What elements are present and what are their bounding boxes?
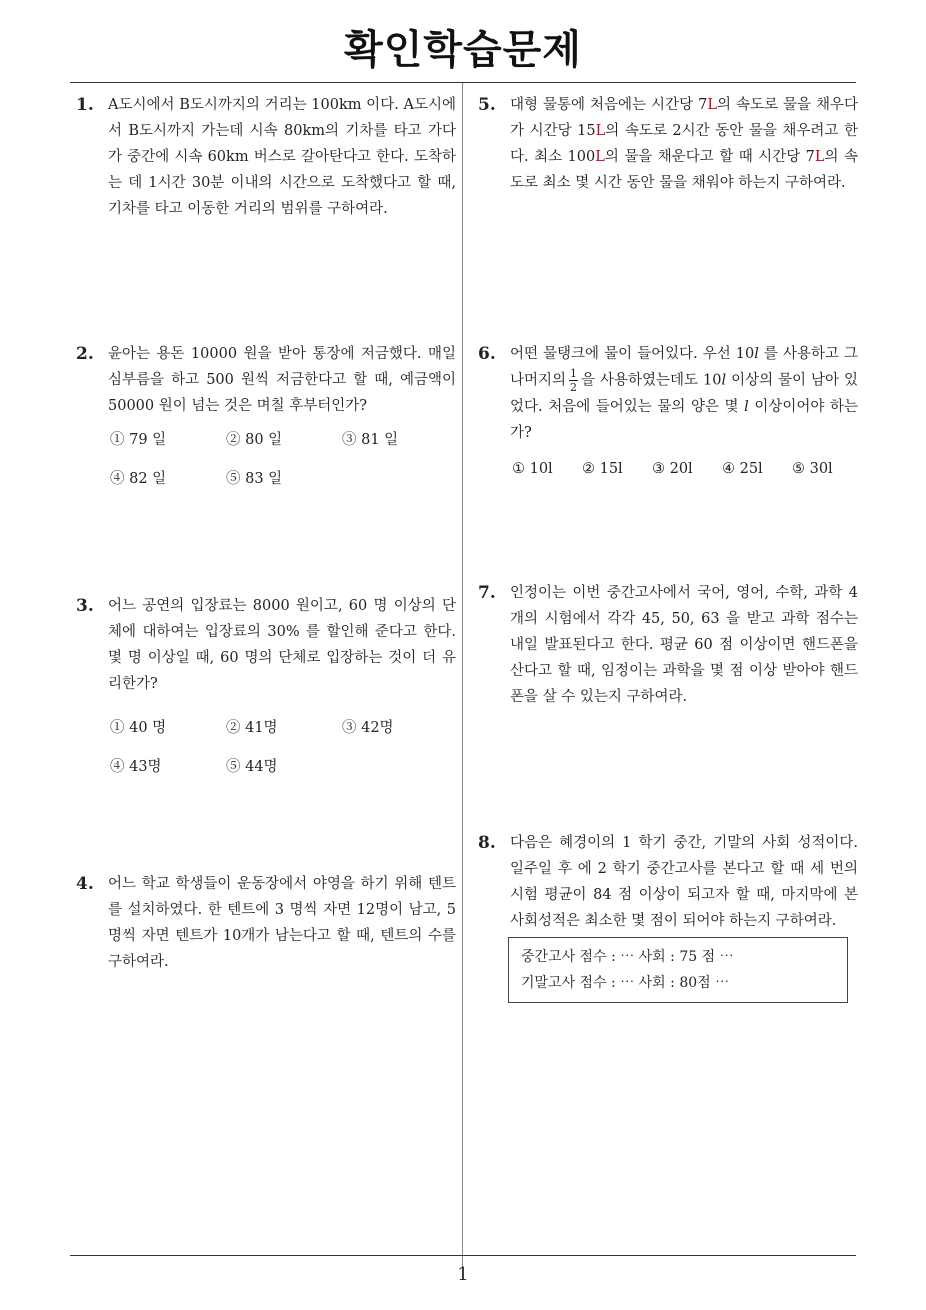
choice-list [108, 427, 456, 497]
score-midterm: 중간고사 점수 : ⋯ 사회 : 75 점 ⋯ [521, 949, 734, 965]
choice-item[interactable]: ③ 42명 [342, 720, 394, 736]
choice-item[interactable]: ① 79 일 [110, 432, 167, 448]
unit-liter: L [707, 97, 717, 113]
question-3 [76, 593, 456, 785]
question-text: 어느 공연의 입장료는 8000 원이고, 60 명 이상의 단체에 대하여는 입장료의 30% 를 할인해 준다고 한다. 몇 명 이상일 때, 60 명의 단체로 입장하는 것이 더 유리한가? [108, 598, 456, 692]
unit-liter: L [595, 123, 606, 139]
question-number: 6. [478, 344, 496, 364]
question-text: 대형 물통에 처음에는 시간당 7L의 속도로 물을 채우다가 시간당 15L의 속도로 2시간 동안 물을 채우려고 한다. 최소 100L의 물을 채운다고 할 때 시간당 7L의 속도로 최소 몇 시간 동안 물을 채워야 하는지 구하여라. [510, 97, 859, 191]
question-text: 윤아는 용돈 10000 원을 받아 통장에 저금했다. 매일 심부름을 하고 500 원씩 저금한다고 할 때, 예금액이 50000 원이 넘는 것은 며칠 후부터인가? [108, 346, 456, 414]
question-text: 어느 학교 학생들이 운동장에서 야영을 하기 위해 텐트를 설치하였다. 한 텐트에 3 명씩 자면 12명이 남고, 5 명씩 자면 텐트가 10개가 남는다고 할 때, 텐트의 수를 구하여라. [108, 876, 456, 970]
question-1 [76, 92, 456, 222]
choice-item[interactable]: ④ 43명 [110, 759, 162, 775]
unit-liter: L [814, 149, 825, 165]
choice-list [510, 456, 858, 486]
question-text: 다음은 혜경이의 1 학기 중간, 기말의 사회 성적이다. 일주일 후 에 2 학기 중간고사를 본다고 할 때 세 번의 시험 평균이 84 점 이상이 되고자 할 때, 마지막에 본 사회성적은 최소한 몇 점이 되어야 하는지 구하여라. [510, 835, 858, 929]
choice-item[interactable]: ③ 81 일 [342, 432, 399, 448]
choice-item[interactable]: ① 10l [512, 461, 553, 477]
choice-item[interactable]: ④ 25l [722, 461, 763, 477]
question-number: 8. [478, 833, 496, 853]
question-number: 7. [478, 583, 496, 603]
choice-item[interactable]: ① 40 명 [110, 720, 167, 736]
question-4 [76, 871, 456, 975]
question-2 [76, 341, 456, 497]
question-5 [478, 92, 858, 196]
choice-item[interactable]: ⑤ 83 일 [226, 471, 283, 487]
choice-item[interactable]: ② 41명 [226, 720, 278, 736]
page-title: 확인학습문제 [344, 27, 582, 73]
question-text: A도시에서 B도시까지의 거리는 100km 이다. A도시에서 B도시까지 가는데 시속 80km의 기차를 타고 가다가 중간에 시속 60km 버스로 갈아탄다고 한다. 도착하는 데 1시간 30분 이내의 시간으로 도착했다고 할 때, 기차를 타고 이동한 거리의 범위를 구하여라. [108, 97, 456, 217]
column-divider [462, 83, 463, 1269]
score-final: 기말고사 점수 : ⋯ 사회 : 80점 ⋯ [521, 975, 730, 991]
page-number: 1 [457, 1264, 469, 1285]
question-number: 5. [478, 95, 496, 115]
question-6 [478, 341, 858, 486]
choice-list [108, 715, 456, 785]
question-number: 4. [76, 874, 94, 894]
unit-liter: L [595, 149, 605, 165]
question-number: 1. [76, 95, 94, 115]
score-box [508, 937, 848, 1003]
choice-item[interactable]: ⑤ 30l [792, 461, 833, 477]
fraction: $\frac{1}{2}$ [570, 367, 578, 394]
question-number: 3. [76, 596, 94, 616]
question-8 [478, 830, 858, 934]
top-rule [70, 82, 856, 83]
choice-item[interactable]: ⑤ 44명 [226, 759, 278, 775]
question-text: 어떤 물탱크에 물이 들어있다. 우선 10l 를 사용하고 그 나머지의 $\frac{1}{2}$ 을 사용하였는데도 10l 이상의 물이 남아 있었다. 처음에 들어있는 물의 양은 몇 l 이상이어야 하는가? [510, 346, 859, 441]
choice-item[interactable]: ③ 20l [652, 461, 693, 477]
question-number: 2. [76, 344, 94, 364]
question-text: 인정이는 이번 중간고사에서 국어, 영어, 수학, 과학 4 개의 시험에서 각각 45, 50, 63 을 받고 과학 점수는 내일 발표된다고 한다. 평균 60 점 이상이면 핸드폰을 산다고 할 때, 임정이는 과학을 몇 점 이상 받아야 핸드폰을 살 수 있는지 구하여라. [510, 585, 858, 705]
choice-item[interactable]: ② 15l [582, 461, 623, 477]
choice-item[interactable]: ② 80 일 [226, 432, 283, 448]
question-7 [478, 580, 858, 710]
choice-item[interactable]: ④ 82 일 [110, 471, 167, 487]
bottom-rule [70, 1255, 856, 1256]
